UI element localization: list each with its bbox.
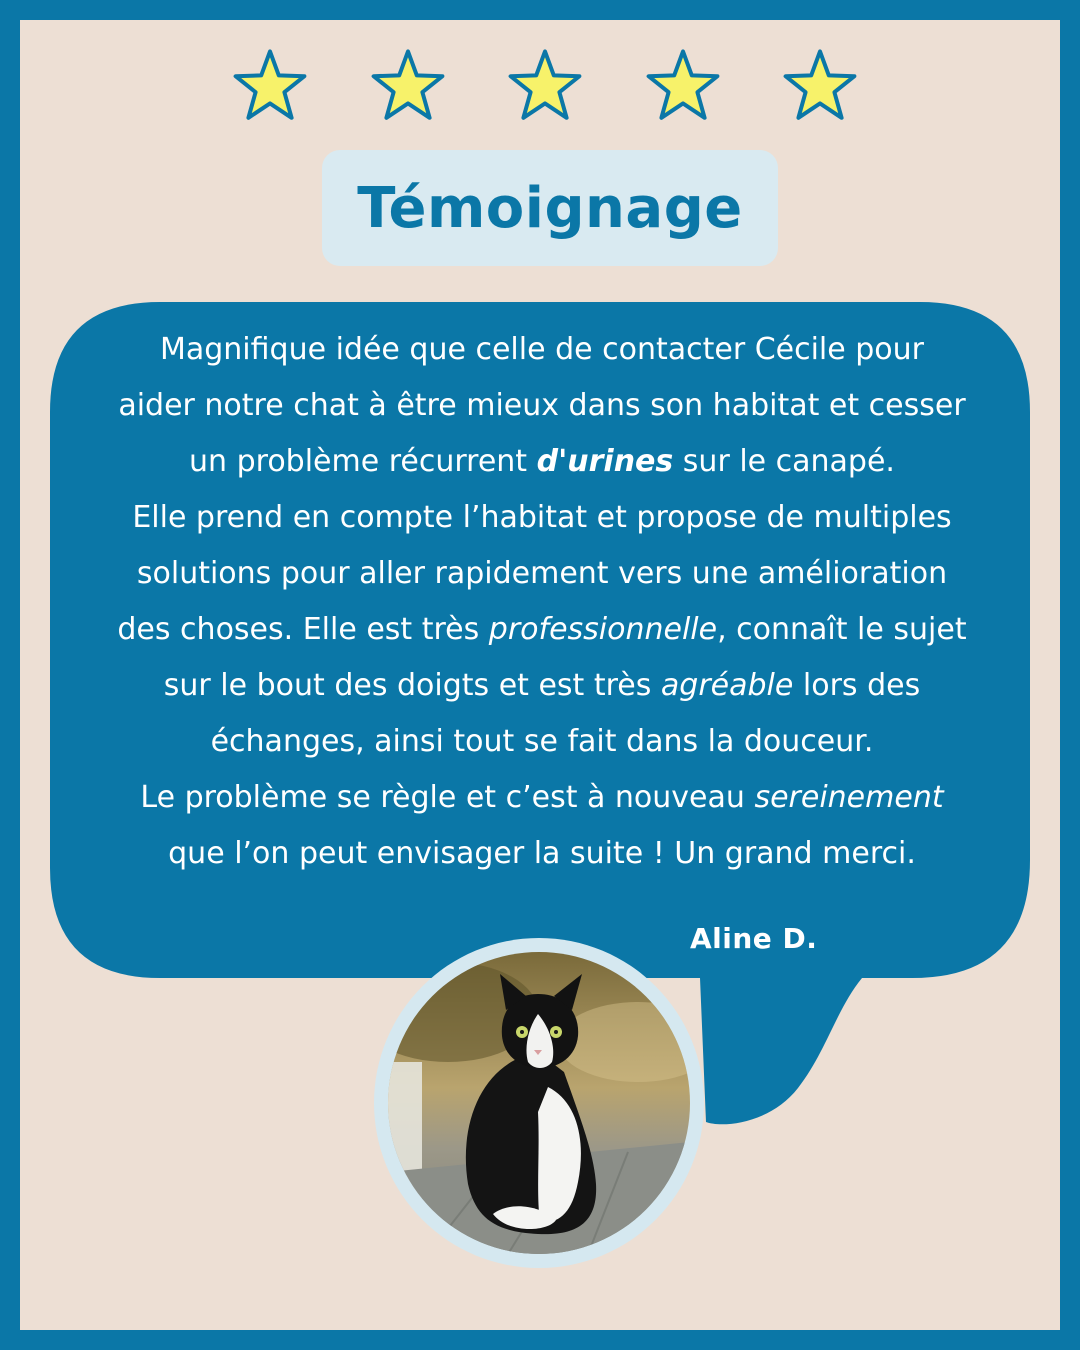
cat-illustration	[388, 952, 690, 1254]
quote-line	[60, 658, 1024, 714]
quote-line	[60, 770, 1024, 826]
author-name: Aline D.	[690, 922, 818, 955]
quote-text: Elle prend en compte l’habitat et propose de multiples	[132, 500, 952, 535]
quote-text: lors des	[793, 668, 921, 703]
quote-line	[60, 826, 1024, 882]
quote-text: un problème récurrent	[189, 444, 537, 479]
quote-text: des choses. Elle est très	[117, 612, 489, 647]
quote-line	[60, 714, 1024, 770]
page-title: Témoignage	[357, 175, 743, 241]
quote-text: solutions pour aller rapidement vers une amélioration	[136, 556, 948, 591]
testimonial-quote	[60, 322, 1024, 882]
emphasis-text: agréable	[660, 668, 794, 703]
quote-text: sur le canapé.	[673, 444, 895, 479]
quote-text: Le problème se règle et c’est à nouveau	[140, 780, 755, 815]
quote-text: , connaît le sujet	[717, 612, 967, 647]
quote-line	[60, 490, 1024, 546]
quote-line	[60, 546, 1024, 602]
quote-text: que l’on peut envisager la suite ! Un grand merci.	[168, 836, 916, 871]
emphasis-text: professionnelle	[488, 612, 718, 647]
quote-text: aider notre chat à être mieux dans son habitat et cesser	[118, 388, 966, 423]
emphasis-text: sereinement	[754, 780, 944, 815]
quote-text: échanges, ainsi tout se fait dans la douceur.	[210, 724, 874, 759]
quote-line	[60, 602, 1024, 658]
cat-photo	[374, 938, 704, 1268]
quote-line	[60, 434, 1024, 490]
quote-line	[60, 378, 1024, 434]
quote-text: Magnifique idée que celle de contacter Cécile pour	[159, 332, 925, 367]
quote-line	[60, 322, 1024, 378]
emphasis-text: d'urines	[536, 444, 674, 479]
quote-text: sur le bout des doigts et est très	[163, 668, 661, 703]
